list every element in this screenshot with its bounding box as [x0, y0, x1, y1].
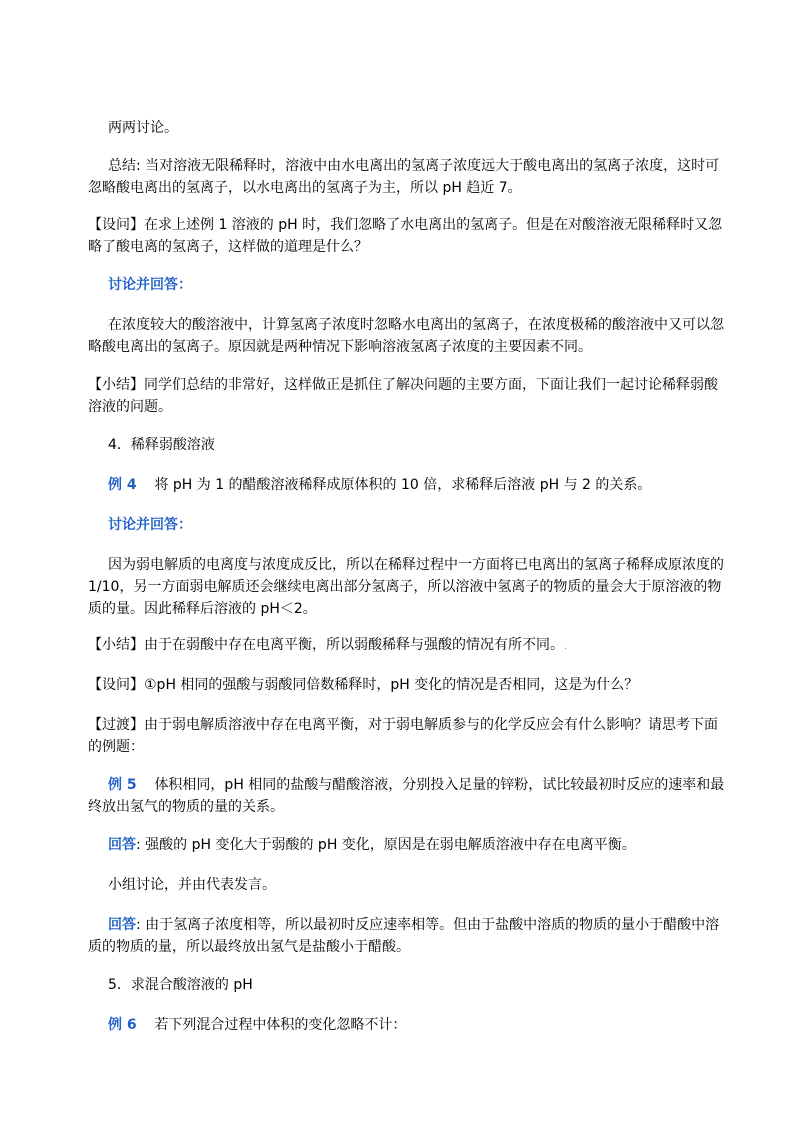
paragraph-question-1 — [88, 214, 728, 258]
group-discussion-text: 小组讨论，并由代表发言。 — [108, 877, 276, 893]
paragraph-pair-discussion — [88, 117, 728, 139]
paragraph-answer-3 — [88, 834, 728, 856]
summary-3-bracket: 【小结】 — [88, 637, 144, 653]
paragraph-transition — [88, 714, 728, 758]
pair-discussion-text: 两两讨论。 — [108, 120, 178, 136]
summary-3-text: 由于在弱酸中存在电离平衡，所以弱酸稀释与强酸的情况有所不同。 — [144, 637, 564, 653]
example-4-label: 例 4 — [108, 477, 137, 493]
paragraph-summary-2 — [88, 374, 728, 418]
answer-1-text: 在浓度较大的酸溶液中，计算氢离子浓度时忽略水电离出的氢离子，在浓度极稀的酸溶液中又可以忽略酸电离出的氢离子。原因就是两种情况下影响溶液氢离子浓度的主要因素不同。 — [88, 317, 724, 355]
summary-2-text: 同学们总结的非常好，这样做正是抓住了解决问题的主要方面，下面让我们一起讨论稀释弱酸溶液的问题。 — [88, 377, 718, 415]
example-5-text: 体积相同，pH 相同的盐酸与醋酸溶液，分别投入足量的锌粉，试比较最初时反应的速率和最终放出氢气的物质的量的关系。 — [88, 777, 725, 815]
example-5-label: 例 5 — [108, 777, 137, 793]
answer-4-label: 回答 — [108, 917, 136, 933]
transition-text: 由于弱电解质溶液中存在电离平衡，对于弱电解质参与的化学反应会有什么影响？请思考下面的例题： — [88, 717, 718, 755]
question-2-text: ①pH 相同的强酸与弱酸同倍数稀释时，pH 变化的情况是否相同，这是为什么？ — [144, 677, 639, 693]
example-4 — [88, 474, 728, 496]
paragraph-question-2 — [88, 674, 728, 696]
paragraph-summary-3 — [88, 634, 728, 658]
example-5 — [88, 774, 728, 818]
paragraph-summary-dilution — [88, 155, 728, 199]
paragraph-answer-4 — [88, 914, 728, 958]
example-4-text: 将 pH 为 1 的醋酸溶液稀释成原体积的 10 倍，求稀释后溶液 pH 与 2 的关系。 — [154, 477, 652, 493]
paragraph-answer-1 — [88, 314, 728, 358]
discussion-heading-2: 讨论并回答： — [108, 517, 192, 533]
answer-3-label: 回答 — [108, 837, 136, 853]
example-6-label: 例 6 — [108, 1017, 137, 1033]
question-text: 在求上述例 1 溶液的 pH 时，我们忽略了水电离出的氢离子。但是在对酸溶液无限稀释时又忽略了酸电离的氢离子，这样做的道理是什么？ — [88, 217, 723, 255]
question-bracket: 【设问】 — [88, 217, 144, 233]
summary-3-dot: . — [564, 641, 568, 652]
summary-bracket: 【小结】 — [88, 377, 144, 393]
paragraph-answer-2 — [88, 554, 728, 620]
example-6-text: 若下列混合过程中体积的变化忽略不计： — [154, 1017, 407, 1033]
example-6 — [88, 1014, 728, 1036]
answer-3-text: : 强酸的 pH 变化大于弱酸的 pH 变化，原因是在弱电解质溶液中存在电离平衡。 — [136, 837, 636, 853]
section-4-title: 4．稀释弱酸溶液 — [108, 437, 215, 453]
question-2-bracket: 【设问】 — [88, 677, 144, 693]
section-heading-5 — [88, 974, 728, 996]
summary-text: : 当对溶液无限稀释时，溶液中由水电离出的氢离子浓度远大于酸电离出的氢离子浓度，这时可忽略酸电离出的氢离子，以水电离出的氢离子为主，所以 pH 趋近 7。 — [88, 158, 720, 196]
transition-bracket: 【过渡】 — [88, 717, 144, 733]
section-heading-4 — [88, 434, 728, 456]
section-5-title: 5．求混合酸溶液的 pH — [108, 977, 253, 993]
answer-2-text: 因为弱电解质的电离度与浓度成反比，所以在稀释过程中一方面将已电离出的氢离子稀释成原浓度的 1/10，另一方面弱电解质还会继续电离出部分氢离子，所以溶液中氢离子的物质的量会大于原溶液的物质的量。因此稀释后溶液的 pH＜2。 — [88, 557, 724, 617]
paragraph-group-discussion — [88, 874, 728, 896]
discussion-heading-1: 讨论并回答： — [108, 277, 192, 293]
summary-label: 总结 — [108, 158, 136, 174]
answer-4-text: : 由于氢离子浓度相等，所以最初时反应速率相等。但由于盐酸中溶质的物质的量小于醋酸中溶质的物质的量，所以最终放出氢气是盐酸小于醋酸。 — [88, 917, 720, 955]
